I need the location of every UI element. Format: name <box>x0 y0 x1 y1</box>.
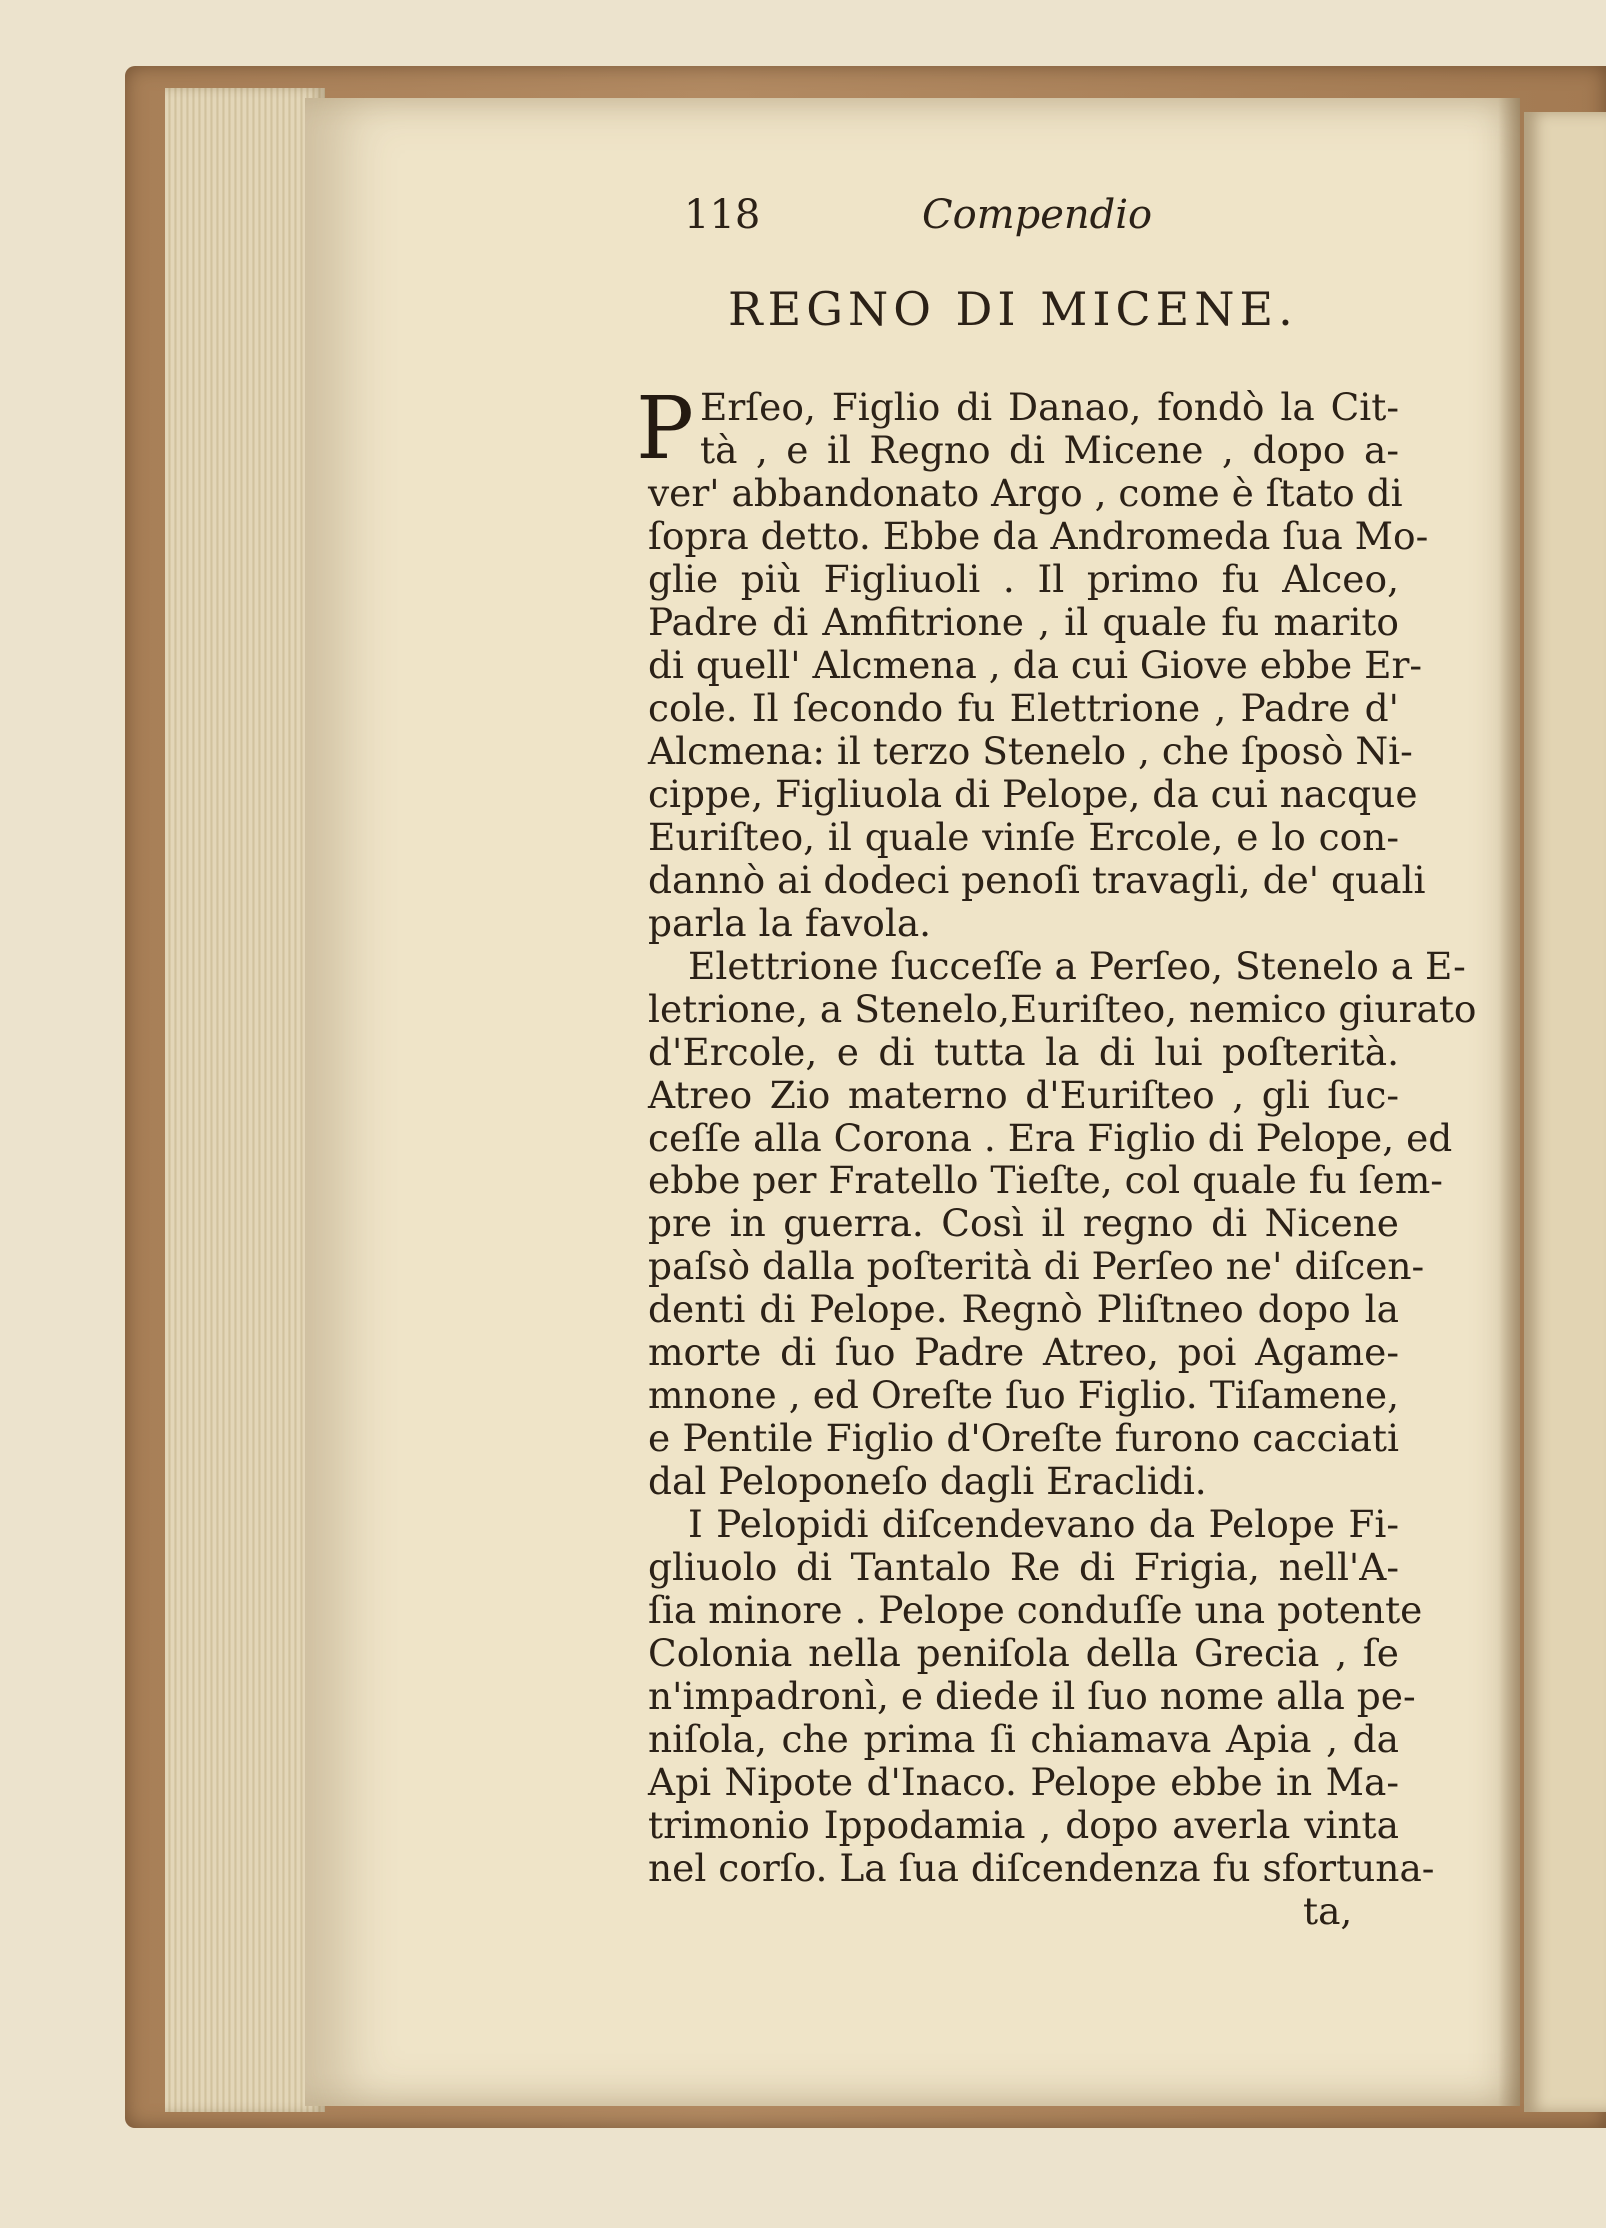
text-line: morte di ſuo Padre Atreo, poi Agame- <box>648 1330 1399 1374</box>
text-line: Erſeo, Figlio di Danao, fondò la Cit- <box>700 385 1399 429</box>
section-heading: REGNO DI MICENE. <box>728 282 1298 336</box>
text-line: ſia minore . Pelope conduſſe una potente <box>648 1588 1423 1632</box>
text-line: dal Peloponeſo dagli Eraclidi. <box>648 1459 1207 1503</box>
text-line: trimonio Ippodamia , dopo averla vinta <box>648 1803 1399 1847</box>
text-line: paſsò dalla poſterità di Perſeo ne' diſcen- <box>648 1244 1425 1288</box>
text-line: di quell' Alcmena , da cui Giove ebbe Er- <box>648 643 1423 687</box>
text-line: nel corſo. La ſua diſcendenza fu sfortuna- <box>648 1846 1435 1890</box>
text-line: Atreo Zio materno d'Euriſteo , gli ſuc- <box>648 1073 1399 1117</box>
text-line: ſopra detto. Ebbe da Andromeda ſua Mo- <box>648 514 1429 558</box>
text-line: mnone , ed Oreſte ſuo Figlio. Tiſamene, <box>648 1373 1399 1417</box>
text-line: glie più Figliuoli . Il primo fu Alceo, <box>648 557 1399 601</box>
text-line: ebbe per Fratello Tieſte, col quale fu ſem- <box>648 1158 1443 1202</box>
text-line: cippe, Figliuola di Pelope, da cui nacque <box>648 772 1418 816</box>
text-line: e Pentile Figlio d'Oreſte furono cacciati <box>648 1416 1399 1460</box>
text-line: ceſſe alla Corona . Era Figlio di Pelope, ed <box>648 1116 1453 1160</box>
text-line: n'impadronì, e diede il ſuo nome alla pe- <box>648 1674 1416 1718</box>
facing-page-edge <box>1524 112 1606 2112</box>
text-line: Elettrione ſucceſſe a Perſeo, Stenelo a E- <box>688 944 1466 988</box>
text-line: pre in guerra. Così il regno di Nicene <box>648 1201 1399 1245</box>
gutter-shadow <box>1498 98 1520 2106</box>
text-line: Colonia nella peniſola della Grecia , ſe <box>648 1631 1399 1675</box>
text-line: gliuolo di Tantalo Re di Frigia, nell'A- <box>648 1545 1399 1589</box>
text-line: niſola, che prima ſi chiamava Apia , da <box>648 1717 1399 1761</box>
text-line: cole. Il ſecondo fu Elettrione , Padre d' <box>648 686 1399 730</box>
text-line: Alcmena: il terzo Stenelo , che ſposò Ni- <box>648 729 1413 773</box>
text-line: Padre di Amfitrione , il quale fu marito <box>648 600 1399 644</box>
text-line: d'Ercole, e di tutta la di lui poſterità. <box>648 1030 1399 1074</box>
text-line: Euriſteo, il quale vinſe Ercole, e lo con- <box>648 815 1399 859</box>
running-title: Compendio <box>922 192 1153 238</box>
text-line: Api Nipote d'Inaco. Pelope ebbe in Ma- <box>648 1760 1399 1804</box>
drop-cap: P <box>636 379 694 479</box>
catchword: ta, <box>1303 1889 1353 1933</box>
text-line: I Pelopidi diſcendevano da Pelope Fi- <box>688 1502 1399 1546</box>
page-number: 118 <box>684 192 761 238</box>
page-edges <box>165 88 325 2112</box>
text-line: dannò ai dodeci penoſi travagli, de' quali <box>648 858 1426 902</box>
text-line: denti di Pelope. Regnò Pliſtneo dopo la <box>648 1287 1399 1331</box>
text-line: letrione, a Stenelo,Euriſteo, nemico giurato <box>648 987 1477 1031</box>
text-line: tà , e il Regno di Micene , dopo a- <box>700 428 1399 472</box>
text-line: ver' abbandonato Argo , come è ſtato di <box>648 471 1403 515</box>
text-line: parla la favola. <box>648 901 932 945</box>
